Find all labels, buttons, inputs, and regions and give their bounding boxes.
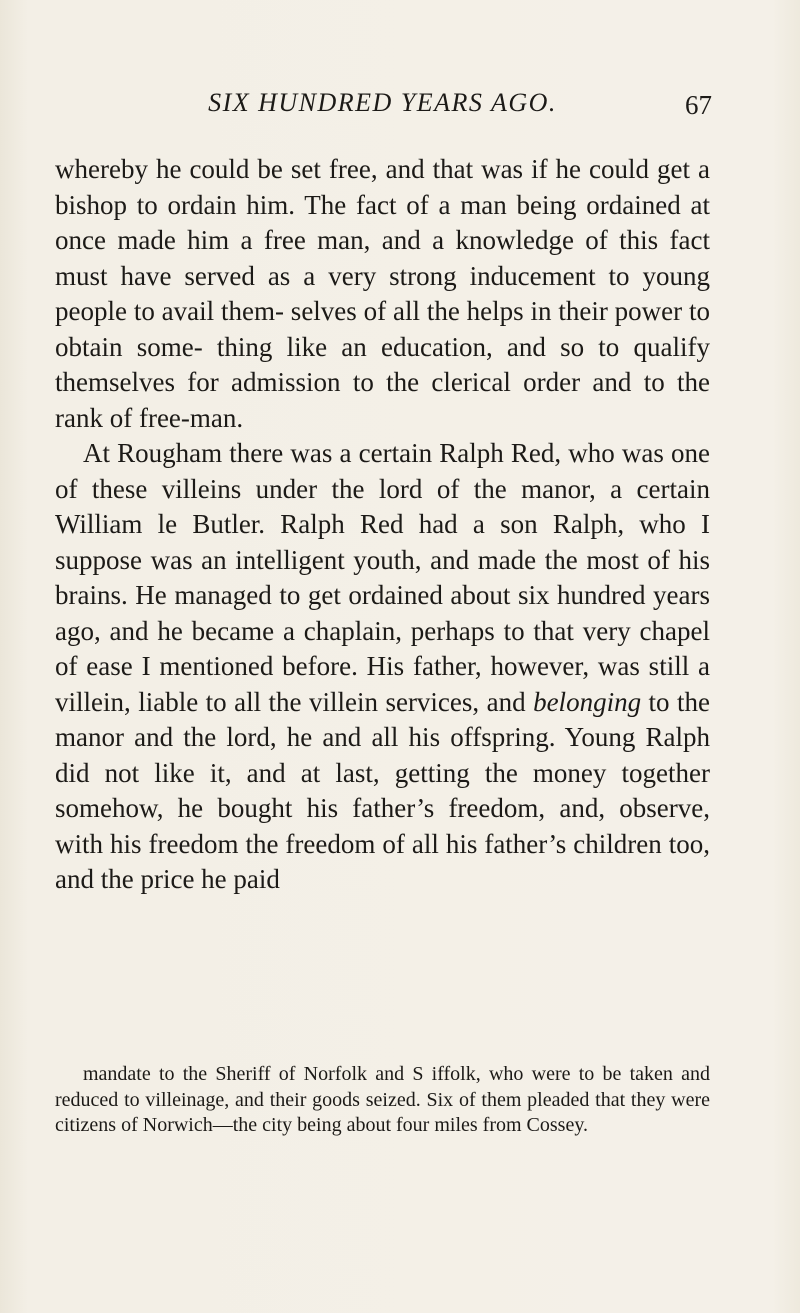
running-head: SIX HUNDRED YEARS AGO.: [208, 88, 557, 117]
paragraph-2: [55, 436, 710, 898]
body-text: [55, 152, 710, 898]
page-header: [55, 88, 710, 128]
page-number: 67: [685, 90, 712, 120]
paragraph-1: whereby he could be set free, and that was if he could get a bishop to ordain him. The fact of a man being ordained at once made him a free man, and a knowledge of this fact must have served as a very strong inducement to young people to avail them- selves of all the helps in their power to obtain some- thing like an education, and so to qualify themselves for admission to the clerical order and to the rank of free-man.: [55, 154, 710, 433]
paragraph-2-part-1: At Rougham there was a certain Ralph Red, who was one of these villeins under the lord of the manor, a certain William le Butler. Ralph Red had a son Ralph, who I suppose was an intelligent youth, and made the most of his brains. He managed to get ordained about six hundred years ago, and he became a chaplain, perhaps to that very chapel of ease I mentioned before. His father, however, was still a villein, liable to all the villein services, and: [55, 438, 710, 717]
paragraph-2-part-2: to the manor and the lord, he and all his offspring. Young Ralph did not like it, and at last, getting the money together somehow, he bought his father’s freedom, and, observe, with his freedom the freedom of all his father’s children too, and the price he paid: [55, 686, 710, 894]
footnote-text: mandate to the Sheriff of Norfolk and S iffolk, who were to be taken and reduced to villeinage, and their goods seized. Six of them pleaded that they were citizens of Norwich—the city being about four miles from Cossey.: [55, 1063, 710, 1136]
italic-word: belonging: [533, 686, 642, 717]
footnote: [55, 1062, 710, 1139]
